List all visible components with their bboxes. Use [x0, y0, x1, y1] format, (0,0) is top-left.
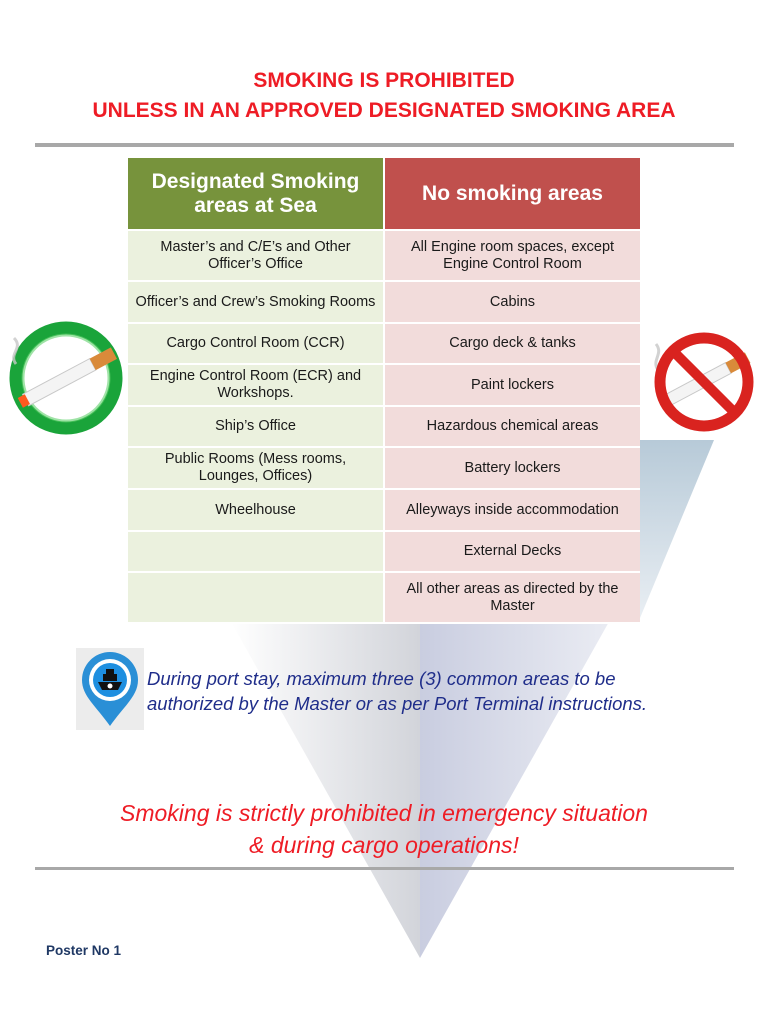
no-smoking-area-cell: Battery lockers: [384, 447, 640, 489]
no-smoking-area-cell: All Engine room spaces, except Engine Control Room: [384, 230, 640, 281]
title-line-1: SMOKING IS PROHIBITED: [253, 69, 515, 92]
no-smoking-icon: [648, 326, 760, 438]
table-row: [128, 489, 640, 531]
table-row: [128, 281, 640, 323]
no-smoking-area-cell: Paint lockers: [384, 364, 640, 406]
table-row: [128, 364, 640, 406]
smoking-areas-table: [128, 158, 640, 624]
no-smoking-area-cell: Hazardous chemical areas: [384, 406, 640, 447]
port-stay-note: [147, 666, 737, 716]
top-divider: [35, 143, 734, 147]
no-smoking-area-cell: External Decks: [384, 531, 640, 572]
smoking-area-cell: Master’s and C/E’s and Other Officer’s Office: [128, 230, 384, 281]
no-smoking-area-cell: Alleyways inside accommodation: [384, 489, 640, 531]
bottom-divider: [35, 867, 734, 870]
smoking-area-cell: Public Rooms (Mess rooms, Lounges, Offices): [128, 447, 384, 489]
smoking-area-cell: Officer’s and Crew’s Smoking Rooms: [128, 281, 384, 323]
smoking-area-cell: [128, 572, 384, 623]
smoking-area-cell: [128, 531, 384, 572]
table-row: [128, 406, 640, 447]
smoking-area-cell: Cargo Control Room (CCR): [128, 323, 384, 364]
ship-location-pin-icon: [76, 648, 144, 730]
no-smoking-area-cell: Cabins: [384, 281, 640, 323]
warning-line-1: Smoking is strictly prohibited in emergency situation: [120, 800, 648, 826]
warning-line-2: & during cargo operations!: [249, 832, 519, 858]
table-row: [128, 323, 640, 364]
smoking-area-cell: Ship’s Office: [128, 406, 384, 447]
emergency-warning: [0, 797, 768, 861]
no-smoking-area-cell: Cargo deck & tanks: [384, 323, 640, 364]
smoking-area-cell: Wheelhouse: [128, 489, 384, 531]
title-line-2: UNLESS IN AN APPROVED DESIGNATED SMOKING AREA: [92, 99, 676, 122]
poster-number: Poster No 1: [46, 943, 122, 958]
port-note-line-1: During port stay, maximum three (3) common areas to be: [147, 668, 616, 689]
table-row: [128, 447, 640, 489]
table-row: [128, 531, 640, 572]
port-note-line-2: authorized by the Master or as per Port Terminal instructions.: [147, 693, 648, 714]
no-smoking-area-cell: All other areas as directed by the Master: [384, 572, 640, 623]
page-title: [0, 66, 768, 126]
table-header-row: [128, 158, 640, 230]
smoking-area-cell: Engine Control Room (ECR) and Workshops.: [128, 364, 384, 406]
table-row: [128, 230, 640, 281]
smoking-allowed-icon: [6, 320, 126, 440]
table-row: [128, 572, 640, 623]
designated-smoking-header: Designated Smoking areas at Sea: [128, 158, 384, 230]
no-smoking-header: No smoking areas: [384, 158, 640, 230]
